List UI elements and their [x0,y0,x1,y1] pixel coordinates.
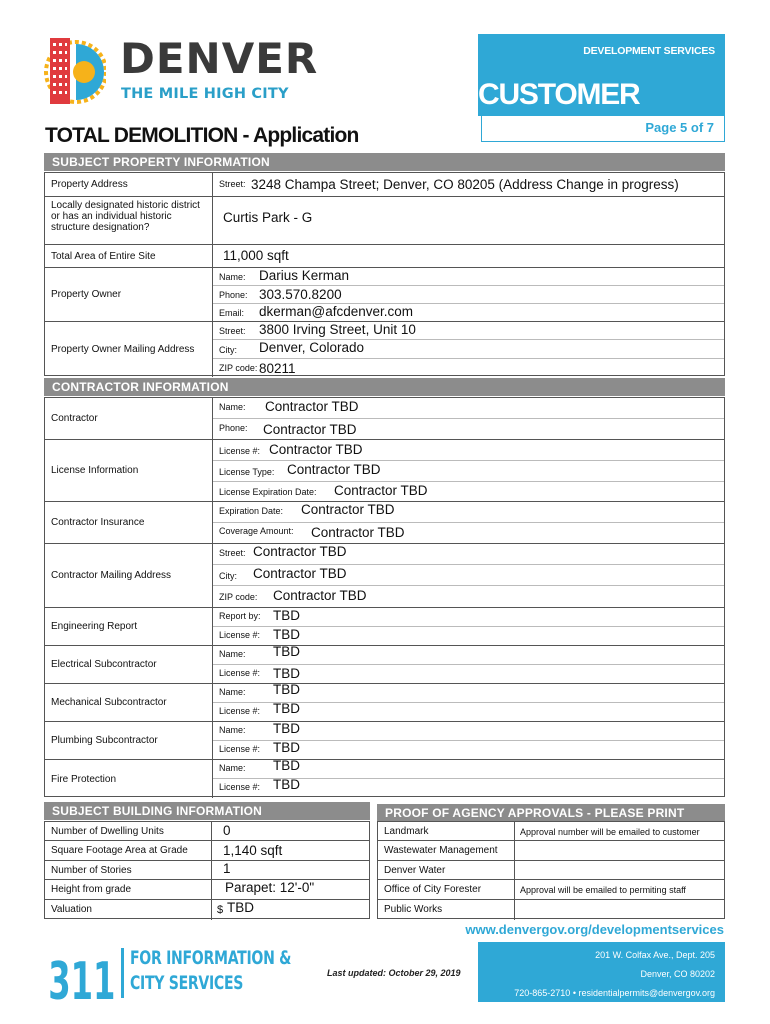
electrical-name-value: TBD [273,644,300,659]
license-expiration-prefix: License Expiration Date: [219,487,317,497]
fire-license-value: TBD [273,777,300,792]
contractor-city-prefix: City: [219,571,237,581]
building-info-grid [44,821,370,919]
contractor-city-field[interactable] [213,565,724,586]
contractor-name-value: Contractor TBD [265,399,359,414]
wastewater-row[interactable] [378,841,724,860]
plumbing-name-field[interactable] [213,722,724,741]
valuation-prefix: $ [217,903,224,916]
footer-info-line2: CITY SERVICES [130,972,244,994]
address-line2: Denver, CO 80202 [640,969,715,979]
mechanical-license-field[interactable] [213,703,724,722]
brand-name: DENVER [120,34,319,83]
contractor-city-value: Contractor TBD [253,566,347,581]
owner-email-value: dkerman@afcdenver.com [259,304,414,319]
dwelling-units-label: Number of Dwelling Units [51,826,164,837]
license-number-prefix: License #: [219,446,261,456]
license-expiration-field[interactable] [213,482,724,502]
mailing-zip-prefix: ZIP code: [219,363,258,373]
contractor-phone-field[interactable] [213,419,724,440]
wastewater-label: Wastewater Management [384,845,498,857]
historic-designation-value: Curtis Park - G [223,210,313,225]
plumbing-license-value: TBD [273,740,300,755]
owner-mailing-city-field[interactable] [213,340,724,359]
fire-name-prefix: Name: [219,763,246,773]
engineering-report-value: TBD [273,608,300,623]
owner-phone-value: 303.570.8200 [259,287,342,302]
public-works-label: Public Works [384,903,443,915]
contractor-name-prefix: Name: [219,402,246,412]
electrical-sub-label: Electrical Subcontractor [45,646,213,684]
owner-email-field[interactable] [213,304,724,322]
subject-property-heading: SUBJECT PROPERTY INFORMATION [44,153,725,171]
contractor-grid [44,397,725,797]
page-number: Page 5 of 7 [645,120,714,135]
fire-license-field[interactable] [213,779,724,798]
electrical-name-field[interactable] [213,646,724,665]
page-title: TOTAL DEMOLITION - Application [45,124,359,147]
mechanical-name-value: TBD [273,682,300,697]
electrical-license-value: TBD [273,666,300,681]
electrical-name-prefix: Name: [219,649,246,659]
engineering-report-label: Engineering Report [45,608,213,646]
contractor-name-field[interactable] [213,398,724,419]
license-number-value: Contractor TBD [269,442,363,457]
valuation-row[interactable] [45,900,369,920]
mechanical-license-prefix: License #: [219,706,261,716]
contractor-phone-prefix: Phone: [219,423,248,433]
historic-designation-label: Locally designated historic district or has an individual historic structure designation? [45,197,213,245]
historic-designation-field[interactable] [213,197,724,245]
fire-protection-label: Fire Protection [45,760,213,798]
mailing-street-value: 3800 Irving Street, Unit 10 [259,322,416,337]
license-expiration-value: Contractor TBD [334,483,428,498]
license-type-prefix: License Type: [219,467,275,477]
public-works-row[interactable] [378,900,724,920]
landmark-note: Approval number will be emailed to customer [520,827,700,837]
fire-name-value: TBD [273,758,300,773]
owner-name-value: Darius Kerman [259,268,350,283]
denver-logo [44,34,106,106]
department-label: DEVELOPMENT SERVICES [583,45,715,57]
city-forester-note: Approval will be emailed to permiting staff [520,885,686,896]
brand-tagline: THE MILE HIGH CITY [121,86,289,102]
subject-property-grid [44,172,725,376]
footer-address-box [478,942,725,1002]
height-label: Height from grade [51,884,132,896]
plumbing-sub-label: Plumbing Subcontractor [45,722,213,760]
311-number: 311 [48,952,116,1003]
property-address-label: Property Address [45,173,213,197]
contractor-street-field[interactable] [213,544,724,565]
square-footage-row[interactable] [45,841,369,860]
owner-name-field[interactable] [213,268,724,286]
footer-info-line1: FOR INFORMATION & [130,947,292,969]
last-updated: Last updated: October 29, 2019 [327,968,461,978]
engineering-report-prefix: Report by: [219,611,261,621]
mailing-city-prefix: City: [219,345,237,355]
coverage-amount-prefix: Coverage Amount: [219,526,294,536]
contractor-street-value: Contractor TBD [253,544,347,559]
site-area-label: Total Area of Entire Site [45,245,213,268]
contractor-label: Contractor [45,398,213,440]
coverage-amount-value: Contractor TBD [311,525,405,540]
owner-phone-field[interactable] [213,286,724,304]
insurance-expiration-field[interactable] [213,502,724,523]
owner-mailing-street-field[interactable] [213,322,724,340]
contractor-phone-value: Contractor TBD [263,422,357,437]
plumbing-name-prefix: Name: [219,725,246,735]
insurance-expiration-prefix: Expiration Date: [219,506,284,516]
mechanical-sub-label: Mechanical Subcontractor [45,684,213,722]
contractor-mailing-label: Contractor Mailing Address [45,544,213,608]
license-info-label: License Information [45,440,213,502]
landmark-label: Landmark [384,826,429,837]
insurance-expiration-value: Contractor TBD [301,502,395,517]
owner-phone-prefix: Phone: [219,290,248,300]
agency-approvals-heading: PROOF OF AGENCY APPROVALS - PLEASE PRINT [377,804,725,822]
valuation-label: Valuation [51,903,92,915]
agency-approvals-grid [377,821,725,919]
electrical-license-prefix: License #: [219,668,261,678]
square-footage-label: Square Footage Area at Grade [51,845,188,857]
footer-separator [121,948,124,998]
engineering-report-by-field[interactable] [213,608,724,627]
city-forester-label: Office of City Forester [384,884,482,896]
contractor-heading: CONTRACTOR INFORMATION [44,378,725,396]
doc-type-label: CUSTOMER GUIDE [478,78,640,145]
mechanical-name-prefix: Name: [219,687,246,697]
building-info-heading: SUBJECT BUILDING INFORMATION [44,802,370,820]
engineering-license-value: TBD [273,627,300,642]
city-forester-row[interactable] [378,880,724,899]
stories-label: Number of Stories [51,864,132,876]
owner-mailing-label: Property Owner Mailing Address [45,322,213,377]
stories-value: 1 [223,860,231,876]
owner-email-prefix: Email: [219,308,245,318]
street-prefix: Street: [219,179,246,189]
contractor-zip-value: Contractor TBD [273,588,367,603]
property-address-field[interactable] [213,173,724,197]
fire-license-prefix: License #: [219,782,261,792]
address-line1: 201 W. Colfax Ave., Dept. 205 [595,950,715,960]
street-value: 3248 Champa Street; Denver, CO 80205 (Address Change in progress) [251,177,679,192]
site-area-field[interactable] [213,245,724,268]
coverage-amount-field[interactable] [213,523,724,544]
plumbing-name-value: TBD [273,721,300,736]
mailing-zip-value: 80211 [259,361,296,376]
owner-name-prefix: Name: [219,272,246,282]
license-number-field[interactable] [213,440,724,461]
dwelling-units-row[interactable] [45,822,369,841]
property-owner-label: Property Owner [45,268,213,322]
mailing-city-value: Denver, Colorado [259,340,365,355]
denver-water-label: Denver Water [384,864,446,876]
page-indicator [481,116,725,142]
square-footage-value: 1,140 sqft [223,843,283,859]
owner-mailing-zip-field[interactable] [213,359,724,377]
contractor-zip-field[interactable] [213,586,724,608]
311-logo [44,945,120,1003]
license-type-value: Contractor TBD [287,462,381,477]
height-row[interactable] [45,880,369,899]
valuation-value: TBD [227,899,254,915]
insurance-label: Contractor Insurance [45,502,213,544]
dwelling-units-value: 0 [223,823,231,838]
height-value: Parapet: 12'-0" [225,880,315,896]
license-type-field[interactable] [213,461,724,482]
mailing-street-prefix: Street: [219,326,246,336]
mechanical-license-value: TBD [273,701,300,716]
engineering-license-prefix: License #: [219,630,261,640]
contractor-street-prefix: Street: [219,548,246,558]
contractor-zip-prefix: ZIP code: [219,592,258,602]
plumbing-license-prefix: License #: [219,744,261,754]
website-link[interactable]: www.denvergov.org/developmentservices [465,922,724,937]
stories-row[interactable] [45,861,369,880]
denver-water-row[interactable] [378,861,724,880]
site-area-value: 11,000 sqft [223,248,289,263]
contact-line[interactable]: 720-865-2710 • residentialpermits@denvergov.org [514,988,715,998]
landmark-row[interactable] [378,822,724,841]
footer-info-text [130,946,291,996]
